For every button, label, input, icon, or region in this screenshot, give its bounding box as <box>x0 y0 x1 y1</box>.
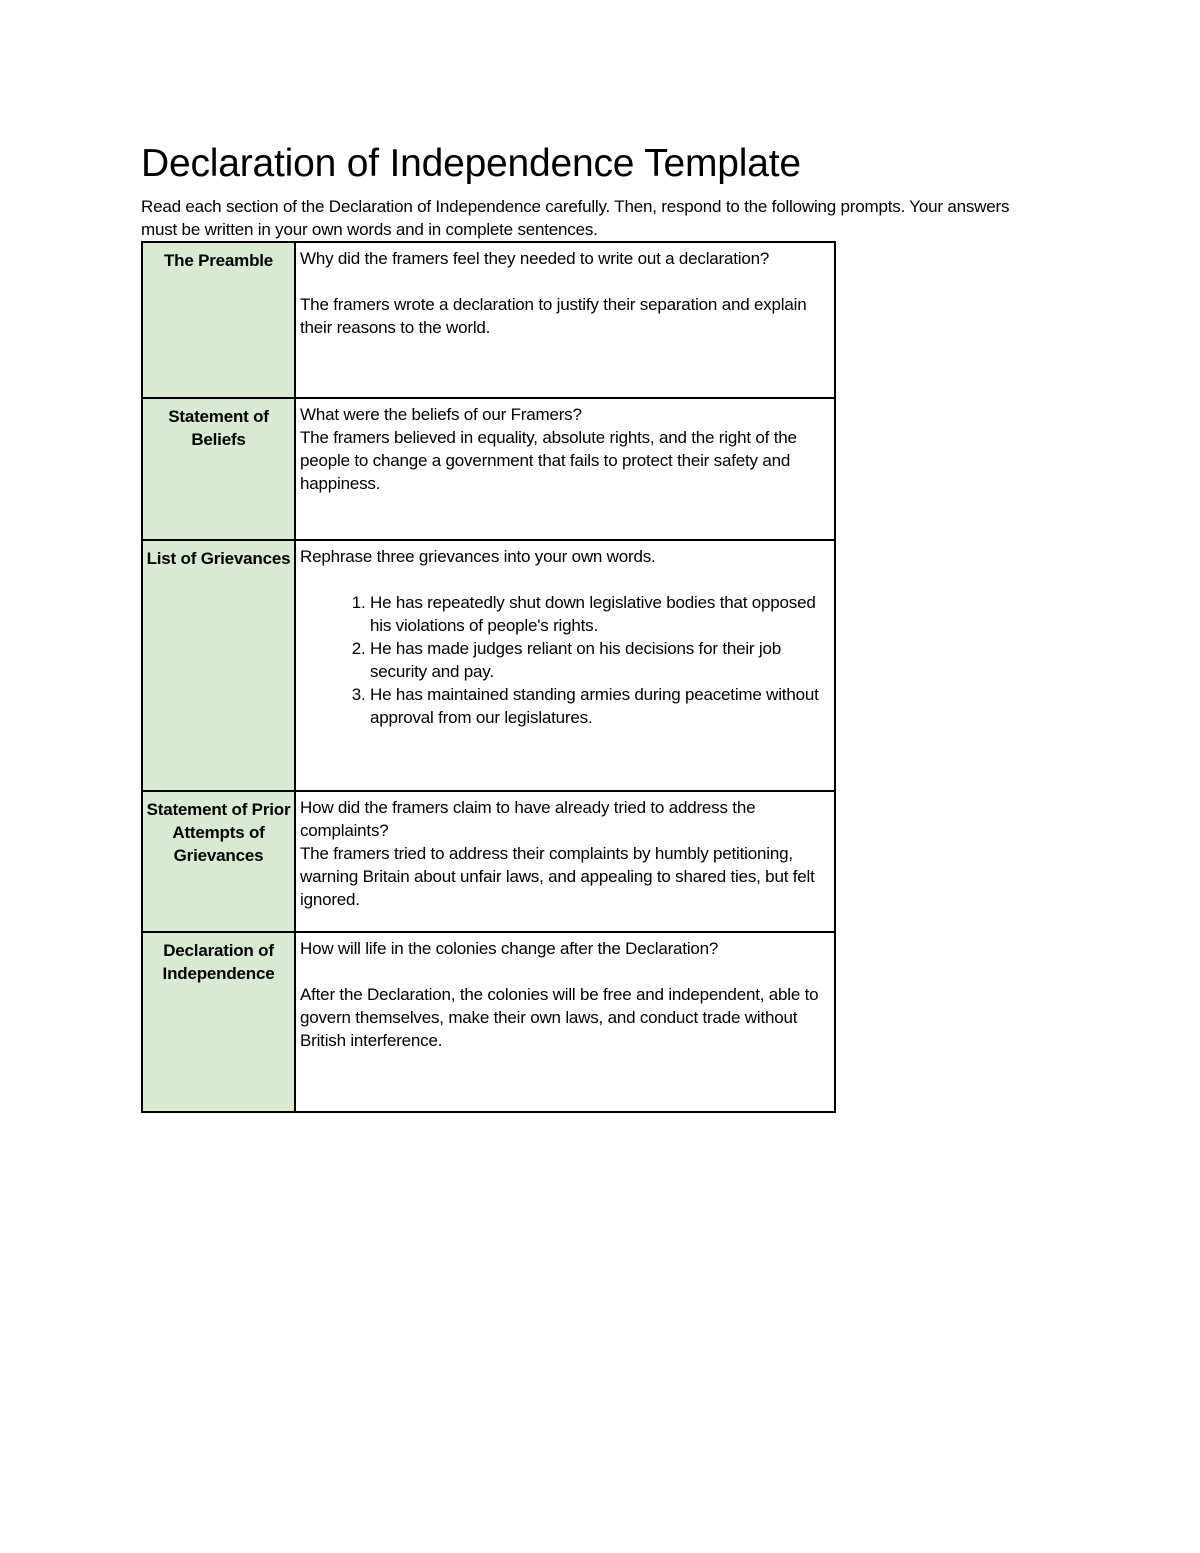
section-answer: The framers believed in equality, absolute rights, and the right of the people to change a government that fails to protect their safety and happiness. <box>300 428 797 493</box>
table-row <box>142 398 835 540</box>
list-item: 3. He has maintained standing armies during peacetime without approval from our legislatures. <box>370 683 830 729</box>
section-label-beliefs: Statement of Beliefs <box>142 398 295 540</box>
page-title: Declaration of Independence Template <box>141 142 801 185</box>
table-row <box>142 242 835 398</box>
section-prompt: How did the framers claim to have already tried to address the complaints? <box>300 798 756 840</box>
section-prompt: What were the beliefs of our Framers? <box>300 405 582 424</box>
list-item: 2. He has made judges reliant on his decisions for their job security and pay. <box>370 637 830 683</box>
grievance-list <box>300 591 830 729</box>
section-content-declaration <box>295 932 835 1112</box>
section-content-beliefs <box>295 398 835 540</box>
section-prompt: How will life in the colonies change after the Declaration? <box>300 939 719 958</box>
section-label-grievances: List of Grievances <box>142 540 295 791</box>
section-prompt: Rephrase three grievances into your own words. <box>300 547 656 566</box>
section-label-declaration: Declaration of Independence <box>142 932 295 1112</box>
section-label-preamble: The Preamble <box>142 242 295 398</box>
list-item: 1. He has repeatedly shut down legislative bodies that opposed his violations of people's rights. <box>370 591 830 637</box>
section-answer: After the Declaration, the colonies will be free and independent, able to govern themselves, make their own laws, and conduct trade without British interference. <box>300 985 819 1050</box>
section-answer: The framers tried to address their complaints by humbly petitioning, warning Britain about unfair laws, and appealing to shared ties, but felt ignored. <box>300 844 815 909</box>
section-answer: The framers wrote a declaration to justify their separation and explain their reasons to the world. <box>300 295 807 337</box>
section-content-grievances <box>295 540 835 791</box>
section-content-preamble <box>295 242 835 398</box>
document-page <box>141 142 1021 1113</box>
instructions: Read each section of the Declaration of Independence carefully. Then, respond to the following prompts. Your answers must be written in your own words and in complete sentences. <box>141 197 1010 239</box>
table-row <box>142 932 835 1112</box>
table-row <box>142 791 835 932</box>
section-content-prior-attempts <box>295 791 835 932</box>
section-label-prior-attempts: Statement of Prior Attempts of Grievances <box>142 791 295 932</box>
sections-table <box>141 241 836 1113</box>
table-row <box>142 540 835 791</box>
section-prompt: Why did the framers feel they needed to write out a declaration? <box>300 249 770 268</box>
